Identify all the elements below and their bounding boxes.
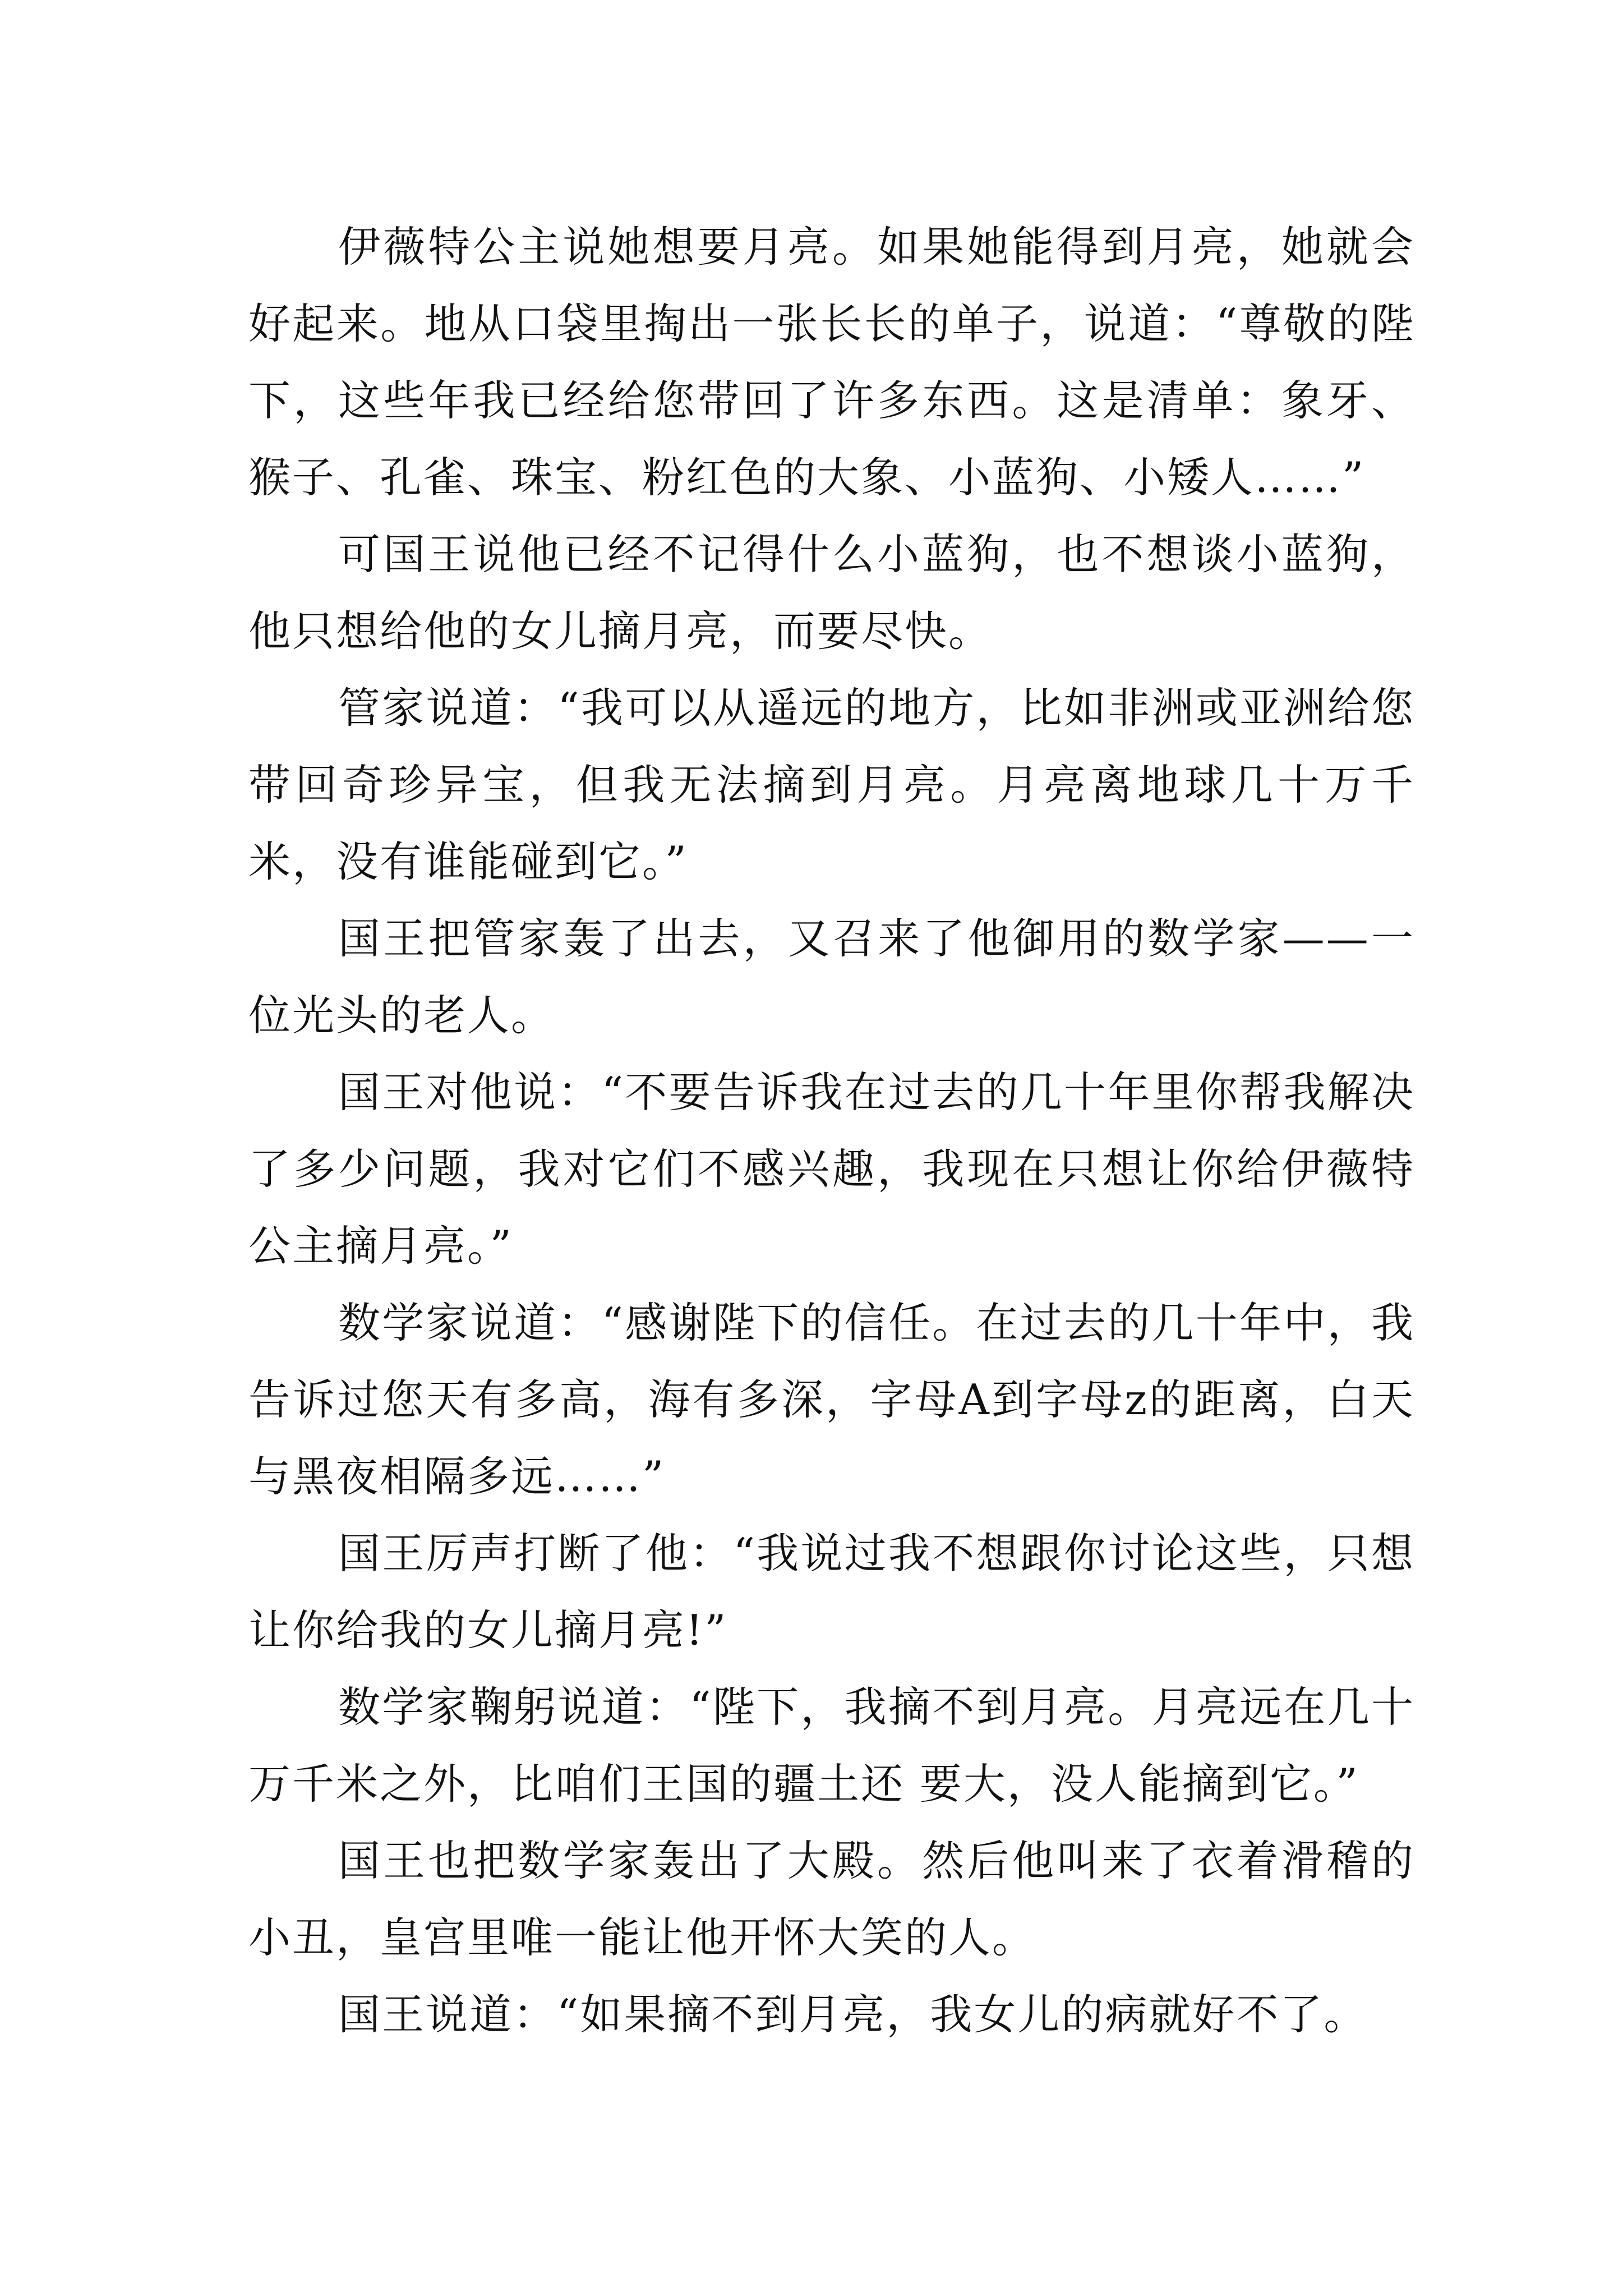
paragraph-3: 管家说道：“我可以从遥远的地方，比如非洲或亚洲给您带回奇珍异宝，但我无法摘到月亮。月亮离地球几十万千米，没有谁能碰到它。” <box>248 683 1415 886</box>
paragraph-2: 可国王说他已经不记得什么小蓝狗，也不想谈小蓝狗，他只想给他的女儿摘月亮，而要尽快。 <box>248 530 1415 656</box>
paragraph-9: 国王也把数学家轰出了大殿。然后他叫来了衣着滑稽的小丑，皇宫里唯一能让他开怀大笑的人。 <box>248 1836 1415 1962</box>
paragraph-5: 国王对他说：“不要告诉我在过去的几十年里你帮我解决了多少问题，我对它们不感兴趣，我现在只想让你给伊薇特公主摘月亮。” <box>248 1068 1415 1271</box>
paragraph-8: 数学家鞠躬说道：“陛下，我摘不到月亮。月亮远在几十万千米之外，比咱们王国的疆土还 要大，没人能摘到它。” <box>248 1682 1415 1809</box>
paragraph-10: 国王说道：“如果摘不到月亮，我女儿的病就好不了。 <box>338 1990 1368 2039</box>
paragraph-4: 国王把管家轰了出去，又召来了他御用的数学家——一位光头的老人。 <box>248 914 1415 1040</box>
paragraph-1: 伊薇特公主说她想要月亮。如果她能得到月亮，她就会好起来。地从口袋里掏出一张长长的单子，说道：“尊敬的陛下，这些年我已经给您带回了许多东西。这是清单：象牙、猴子、孔雀、珠宝、粉红色的大象、小蓝狗、小矮人……” <box>248 222 1415 502</box>
paragraph-7: 国王厉声打断了他：“我说过我不想跟你讨论这些，只想让你给我的女儿摘月亮!” <box>248 1529 1415 1655</box>
paragraph-6: 数学家说道：“感谢陛下的信任。在过去的几十年中，我告诉过您天有多高，海有多深，字母A到字母z的距离，白天与黑夜相隔多远……” <box>248 1298 1415 1501</box>
document-body <box>248 209 1415 2053</box>
